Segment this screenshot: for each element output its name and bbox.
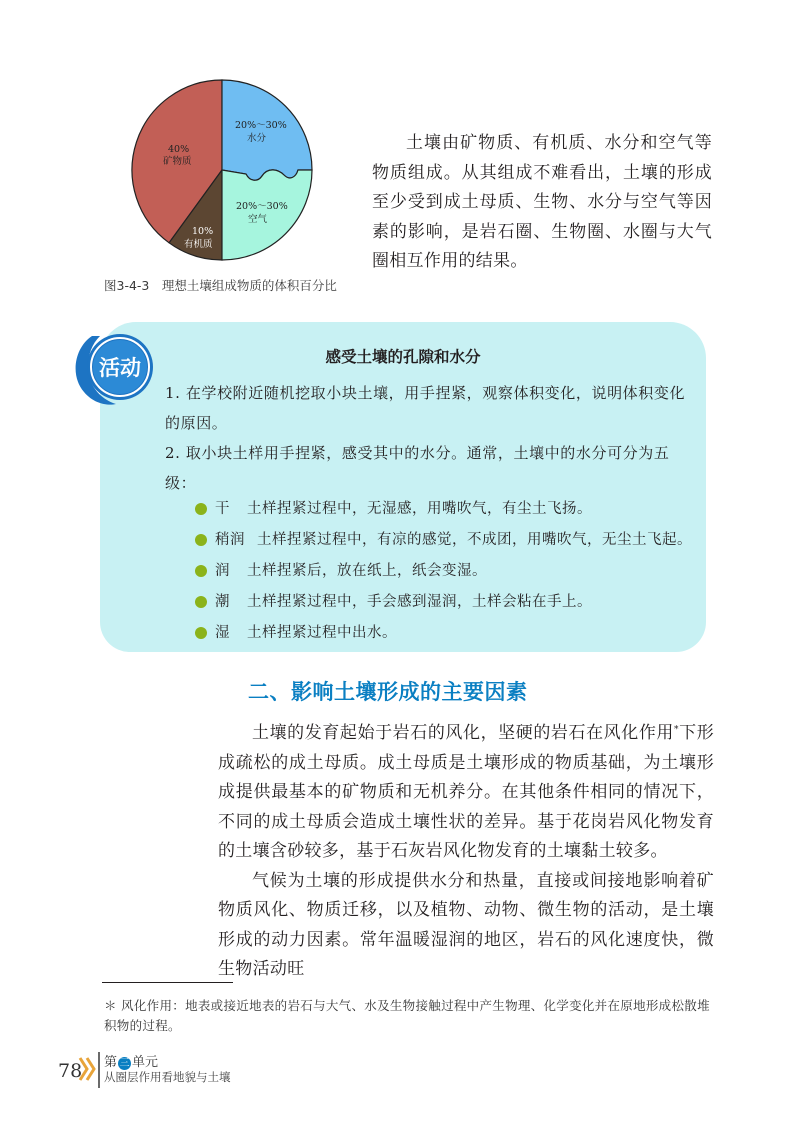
- label-air-percent: 20%～30%: [236, 201, 288, 212]
- intro-paragraph: [372, 129, 712, 277]
- activity-badge: [72, 326, 168, 408]
- level-desc: 土样捏紧过程中，有凉的感觉，不成团，用嘴吹气，无尘土飞起。: [257, 532, 692, 548]
- unit-subtitle: 从圈层作用看地貌与土壤: [104, 1070, 231, 1084]
- label-water-name: 水分: [247, 133, 267, 144]
- level-desc: 土样捏紧后，放在纸上，纸会变湿。: [247, 563, 487, 579]
- unit-number-badge: 三: [119, 1058, 130, 1069]
- level-desc: 土样捏紧过程中，无湿感，用嘴吹气，有尘土飞扬。: [247, 501, 592, 517]
- level-name: 干: [215, 501, 230, 517]
- level-name: 潮: [215, 594, 230, 610]
- activity-badge-label: 活动: [99, 356, 141, 380]
- level-desc: 土样捏紧过程中，手会感到湿润，土样会粘在手上。: [247, 594, 592, 610]
- level-name: 湿: [215, 625, 230, 641]
- figure-caption: 图3-4-3 理想土壤组成物质的体积百分比: [104, 278, 337, 293]
- list-item: [195, 588, 715, 619]
- label-organic-name: 有机质: [184, 239, 213, 250]
- footer-divider: [98, 1052, 100, 1088]
- activity-item-2: [165, 438, 690, 498]
- list-item: [195, 557, 715, 588]
- soil-composition-figure: [118, 78, 318, 263]
- footnote-divider: [102, 982, 233, 983]
- list-item: [195, 495, 715, 526]
- bullet-icon: [195, 565, 207, 577]
- list-item: [195, 526, 715, 557]
- activity-title: 感受土壤的孔隙和水分: [325, 348, 481, 366]
- bullet-icon: [195, 534, 207, 546]
- bullet-icon: [195, 503, 207, 515]
- level-name: 稍润: [215, 532, 245, 548]
- bullet-icon: [195, 596, 207, 608]
- label-water-percent: 20%～30%: [235, 120, 287, 131]
- moisture-levels-list: [195, 495, 715, 650]
- footnote: ＊ 风化作用：地表或接近地表的岩石与大气、水及生物接触过程中产生物理、化学变化并在原地形成松散堆积物的过程。: [104, 998, 710, 1033]
- unit-prefix: 第: [104, 1055, 118, 1070]
- section-heading: 二、影响土壤形成的主要因素: [248, 680, 528, 704]
- bullet-icon: [195, 627, 207, 639]
- page-number: 78: [58, 1060, 83, 1082]
- activity-item-1: [165, 378, 690, 438]
- intro-text: 土壤由矿物质、有机质、水分和空气等物质组成。从其组成不难看出，土壤的形成至少受到成土母质、生物、水分与空气等因素的影响，是岩石圈、生物圈、水圈与大气圈相互作用的结果。: [372, 133, 712, 271]
- activity-item-1-text: 1. 在学校附近随机挖取小块土壤，用手捏紧，观察体积变化，说明体积变化的原因。: [165, 384, 686, 432]
- list-item: [195, 619, 715, 650]
- unit-label: [104, 1051, 158, 1070]
- activity-item-2-text: 2. 取小块土样用手捏紧，感受其中的水分。通常，土壤中的水分可分为五级：: [165, 444, 670, 492]
- unit-suffix: 单元: [132, 1055, 159, 1070]
- level-desc: 土样捏紧过程中出水。: [247, 625, 397, 641]
- label-mineral-percent: 40%: [168, 144, 190, 155]
- label-mineral-name: 矿物质: [163, 156, 192, 167]
- section-body: [218, 716, 714, 985]
- paragraph-1: [218, 716, 714, 867]
- footnote-marker[interactable]: *: [674, 725, 679, 735]
- paragraph-1-part-a: 土壤的发育起始于岩石的风化，坚硬的岩石在风化作用: [252, 723, 675, 743]
- level-name: 润: [215, 563, 230, 579]
- label-organic-percent: 10%: [192, 226, 214, 237]
- label-air-name: 空气: [248, 214, 268, 225]
- paragraph-2: 气候为土壤的形成提供水分和热量，直接或间接地影响着矿物质风化、物质迁移，以及植物、动物、微生物的活动，是土壤形成的动力因素。常年温暖湿润的地区，岩石的风化速度快，微生物活动旺: [218, 870, 714, 979]
- paragraph-1-part-b: 下形成疏松的成土母质。成土母质是土壤形成的物质基础，为土壤形成提供最基本的矿物质和无机养分。在其他条件相同的情况下，不同的成土母质会造成土壤性状的差异。基于花岗岩风化物发育的土壤含砂较多，基于石灰岩风化物发育的土壤黏土较多。: [218, 723, 714, 861]
